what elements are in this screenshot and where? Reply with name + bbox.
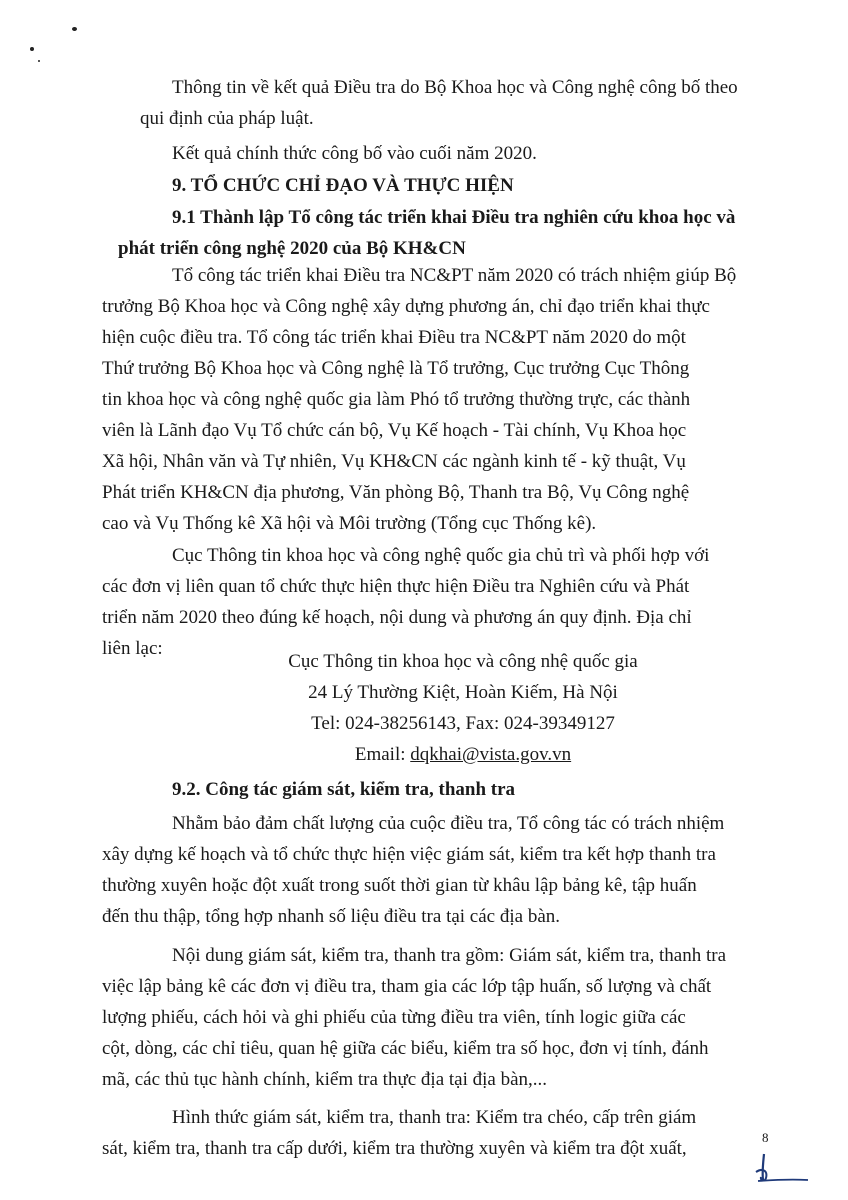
address-org: Cục Thông tin khoa học và công nhệ quốc gia [288,651,638,672]
section-heading-9-1 [118,202,774,264]
text-line: thường xuyên hoặc đột xuất trong suốt thời gian từ khâu lập bảng kê, tập huấn [102,875,697,896]
text-line: xây dựng kế hoạch và tổ chức thực hiện việc giám sát, kiểm tra kết hợp thanh tra [102,844,716,865]
paragraph-supervision-content [102,940,774,1095]
heading-line: phát triển công nghệ 2020 của Bộ KH&CN [118,238,466,259]
heading-text: 9.2. Công tác giám sát, kiểm tra, thanh tra [172,779,516,800]
text-line: cột, dòng, các chỉ tiêu, quan hệ giữa các biểu, kiểm tra số học, đơn vị tính, đánh [102,1038,709,1059]
address-phone: Tel: 024-38256143, Fax: 024-39349127 [311,713,615,734]
text-line: viên là Lãnh đạo Vụ Tổ chức cán bộ, Vụ Kế hoạch - Tài chính, Vụ Khoa học [102,420,687,441]
text-line: mã, các thủ tục hành chính, kiểm tra thực địa tại địa bàn,... [102,1069,548,1090]
address-email-line [162,739,764,770]
initials-signature [752,1150,812,1186]
scan-speck [30,47,34,51]
text-line: trưởng Bộ Khoa học và Công nghệ xây dựng phương án, chỉ đạo triển khai thực [102,296,710,317]
text-line: đến thu thập, tổng hợp nhanh số liệu điều tra tại các địa bàn. [102,906,561,927]
section-heading-9 [172,170,774,201]
scan-speck [72,27,77,31]
heading-line: 9.1 Thành lập Tổ công tác triển khai Điều tra nghiên cứu khoa học và [172,207,736,228]
text-line: việc lập bảng kê các đơn vị điều tra, tham gia các lớp tập huấn, số lượng và chất [102,976,712,997]
page-number: 8 [762,1130,769,1145]
text-line: liên lạc: [102,638,163,659]
text-line: Hình thức giám sát, kiểm tra, thanh tra: Kiểm tra chéo, cấp trên giám [172,1107,697,1128]
text-line: sát, kiểm tra, thanh tra cấp dưới, kiểm tra thường xuyên và kiểm tra đột xuất, [102,1138,687,1159]
section-heading-9-2 [172,774,774,805]
heading-text: 9. TỔ CHỨC CHỈ ĐẠO VÀ THỰC HIỆN [172,175,514,196]
email-label: Email: [354,744,411,765]
text-line: triển năm 2020 theo đúng kế hoạch, nội dung và phương án quy định. Địa chỉ [102,607,692,628]
text-line: Xã hội, Nhân văn và Tự nhiên, Vụ KH&CN các ngành kinh tế - kỹ thuật, Vụ [102,451,686,472]
text-line: lượng phiếu, cách hỏi và ghi phiếu của từng điều tra viên, tính logic giữa các [102,1007,686,1028]
text-line: cao và Vụ Thống kê Xã hội và Môi trường (Tổng cục Thống kê). [102,513,597,534]
text-line: các đơn vị liên quan tổ chức thực hiện thực hiện Điều tra Nghiên cứu và Phát [102,576,690,597]
paragraph-results-date [172,138,774,169]
paragraph-results-info [140,72,774,134]
text-line: tin khoa học và công nghệ quốc gia làm Phó tổ trưởng thường trực, các thành [102,389,691,410]
text-line: Thứ trưởng Bộ Khoa học và Công nghệ là Tổ trưởng, Cục trưởng Cục Thông [102,358,690,379]
text-line: Cục Thông tin khoa học và công nghệ quốc gia chủ trì và phối hợp với [172,545,710,566]
email-link[interactable]: dqkhai@vista.gov.vn [410,744,572,765]
text-line: qui định của pháp luật. [140,108,314,129]
text-line: Nhằm bảo đảm chất lượng của cuộc điều tra, Tổ công tác có trách nhiệm [172,813,725,834]
text-line: hiện cuộc điều tra. Tổ công tác triển khai Điều tra NC&PT năm 2020 do một [102,327,686,348]
text-line: Phát triển KH&CN địa phương, Văn phòng Bộ, Thanh tra Bộ, Vụ Công nghệ [102,482,690,503]
contact-address [162,646,764,770]
paragraph-supervision-purpose [102,808,774,932]
text-line: Kết quả chính thức công bố vào cuối năm 2020. [172,143,537,164]
address-street: 24 Lý Thường Kiệt, Hoàn Kiếm, Hà Nội [308,682,618,703]
text-line: Tổ công tác triển khai Điều tra NC&PT năm 2020 có trách nhiệm giúp Bộ [172,265,737,286]
scan-speck [38,60,40,62]
text-line: Thông tin về kết quả Điều tra do Bộ Khoa học và Công nghệ công bố theo [172,77,738,98]
text-line: Nội dung giám sát, kiểm tra, thanh tra gồm: Giám sát, kiểm tra, thanh tra [172,945,727,966]
paragraph-task-force [102,260,774,539]
paragraph-supervision-form [102,1102,774,1164]
